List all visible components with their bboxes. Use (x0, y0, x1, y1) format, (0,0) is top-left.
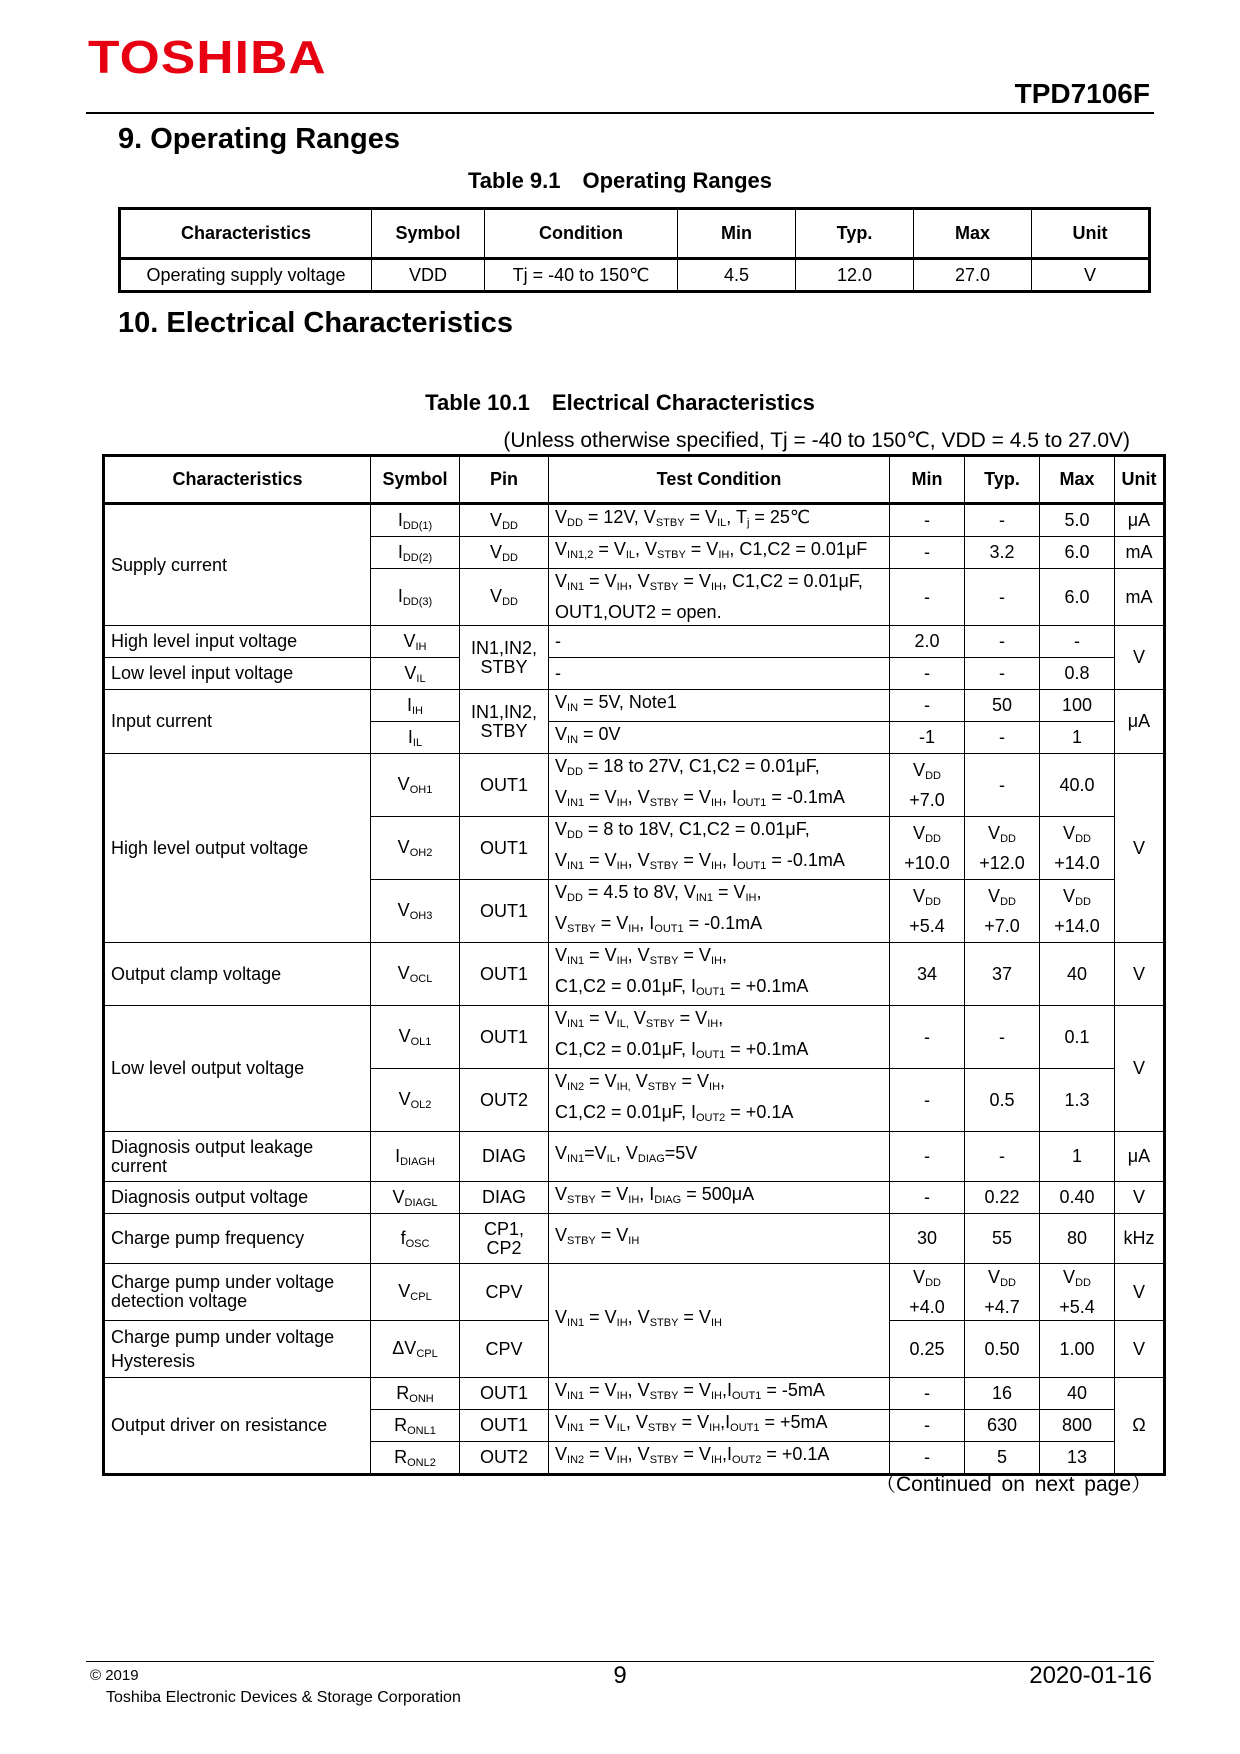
cell-symbol: $V_{IL}$ (371, 658, 460, 690)
col-symbol: Symbol (372, 209, 485, 259)
cell-min: - (890, 1182, 965, 1214)
cell-max: 1.3 (1040, 1069, 1115, 1132)
section-9-title: 9. Operating Ranges (118, 123, 401, 155)
col-characteristics: Characteristics (104, 456, 371, 504)
cell-symbol: $I_{DD(2)}$ (371, 537, 460, 569)
table-10-1-caption: Table 10.1 Electrical Characteristics (425, 390, 815, 415)
cell-symbol: $R_{ONH}$ (371, 1378, 460, 1410)
cell-typ: - (965, 569, 1040, 626)
cell-min: - (890, 658, 965, 690)
cell-min: 0.25 (890, 1321, 965, 1378)
cell-typ: 0.50 (965, 1321, 1040, 1378)
cell-test-condition: $V_{IN1} = V_{IL,}$ $V_{STBY} = V_{IH}$, C1,C2 = 0.01μF, $I_{OUT1} = +0.1mA$ (549, 1006, 890, 1069)
cell-test-condition: - (549, 658, 890, 690)
cell-max: 13 (1040, 1442, 1115, 1475)
col-unit: Unit (1115, 456, 1165, 504)
toshiba-logo: TOSHIBA (88, 31, 327, 83)
cell-typ: 50 (965, 690, 1040, 722)
cell-symbol: $I_{DD(1)}$ (371, 504, 460, 537)
cell-characteristic: Supply current (104, 504, 371, 626)
cell-unit: mA (1115, 537, 1165, 569)
cell-typ: 0.5 (965, 1069, 1040, 1132)
cell-symbol: $V_{OL1}$ (371, 1006, 460, 1069)
cell-min: - (890, 1442, 965, 1475)
table-row (104, 1214, 1165, 1264)
cell-max: - (1040, 626, 1115, 658)
cell-test-condition: $V_{IN1} = V_{IH}$, $V_{STBY} = V_{IH}$ (549, 1264, 890, 1378)
cell-typ: 0.22 (965, 1182, 1040, 1214)
cell-unit: V (1115, 754, 1165, 943)
table-row (104, 1006, 1165, 1069)
cell-max: 5.0 (1040, 504, 1115, 537)
cell-pin: DIAG (460, 1182, 549, 1214)
col-min: Min (678, 209, 796, 259)
cell-max: 40 (1040, 943, 1115, 1006)
cell-min: $V_{DD}$ +4.0 (890, 1264, 965, 1321)
table-row (104, 1264, 1165, 1321)
cell-typ: 5 (965, 1442, 1040, 1475)
cell-test-condition: $V_{IN2} = V_{IH}$, $V_{STBY} = V_{IH},I_{OUT2} = +0.1A$ (549, 1442, 890, 1475)
cell-max: 1 (1040, 722, 1115, 754)
table-row (104, 658, 1165, 690)
cell-characteristic: Diagnosis output voltage (104, 1182, 371, 1214)
cell-typ: 3.2 (965, 537, 1040, 569)
cell-unit: V (1115, 943, 1165, 1006)
cell-symbol: $I_{DIAGH}$ (371, 1132, 460, 1182)
cell-min: 4.5 (678, 259, 796, 292)
cell-symbol: $I_{IL}$ (371, 722, 460, 754)
cell-symbol: $R_{ONL2}$ (371, 1442, 460, 1475)
cell-pin: OUT1 (460, 817, 549, 880)
cell-max: 800 (1040, 1410, 1115, 1442)
table-row (104, 1182, 1165, 1214)
cell-pin: OUT2 (460, 1442, 549, 1475)
table-row (104, 754, 1165, 817)
test-condition-note: (Unless otherwise specified, Tj = -40 to 150℃, VDD = 4.5 to 27.0V) (503, 429, 1130, 452)
cell-test-condition: $V_{DD} = 18$ to 27V, C1,C2 = 0.01μF, $V_{IN1} = V_{IH}$, $V_{STBY} = V_{IH}$, $I_{OUT1} = -0.1mA$ (549, 754, 890, 817)
cell-unit: μA (1115, 690, 1165, 754)
cell-test-condition: $V_{STBY} = V_{IH}$ (549, 1214, 890, 1264)
document-id: TPD7106F (1014, 78, 1150, 109)
cell-unit: μA (1115, 1132, 1165, 1182)
col-symbol: Symbol (371, 456, 460, 504)
cell-max: 80 (1040, 1214, 1115, 1264)
cell-typ: 16 (965, 1378, 1040, 1410)
cell-symbol: $V_{OCL}$ (371, 943, 460, 1006)
cell-characteristic: Diagnosis output leakage current (104, 1132, 371, 1182)
cell-pin: IN1,IN2, STBY (460, 690, 549, 754)
cell-test-condition: $V_{IN} = 5V$, Note1 (549, 690, 890, 722)
table-row (104, 504, 1165, 537)
cell-pin: CP1, CP2 (460, 1214, 549, 1264)
cell-max: 0.1 (1040, 1006, 1115, 1069)
cell-typ: - (965, 1132, 1040, 1182)
cell-min: - (890, 537, 965, 569)
cell-symbol: $V_{IH}$ (371, 626, 460, 658)
document-date: 2020-01-16 (1029, 1662, 1152, 1689)
cell-min: 2.0 (890, 626, 965, 658)
electrical-characteristics-table (102, 454, 1166, 1476)
cell-test-condition: $V_{DD} = 8$ to 18V, C1,C2 = 0.01μF, $V_{IN1} = V_{IH}$, $V_{STBY} = V_{IH}$, $I_{OUT1} = -0.1mA$ (549, 817, 890, 880)
cell-pin: OUT1 (460, 880, 549, 943)
cell-min: - (890, 1378, 965, 1410)
section-10-title: 10. Electrical Characteristics (118, 307, 513, 339)
cell-characteristic: High level output voltage (104, 754, 371, 943)
cell-pin: CPV (460, 1321, 549, 1378)
table-row (104, 690, 1165, 722)
cell-min: $V_{DD}$ +5.4 (890, 880, 965, 943)
cell-max: 27.0 (914, 259, 1032, 292)
cell-typ: $V_{DD}$ +4.7 (965, 1264, 1040, 1321)
cell-unit: V (1032, 259, 1150, 292)
cell-symbol: $V_{DIAGL}$ (371, 1182, 460, 1214)
cell-unit: V (1115, 1264, 1165, 1321)
cell-pin: OUT1 (460, 943, 549, 1006)
table-header-row (120, 209, 1150, 259)
cell-unit: Ω (1115, 1378, 1165, 1475)
cell-condition: Tj = -40 to 150℃ (485, 259, 678, 292)
cell-unit: kHz (1115, 1214, 1165, 1264)
cell-symbol: $R_{ONL1}$ (371, 1410, 460, 1442)
cell-pin: $V_{DD}$ (460, 537, 549, 569)
cell-min: $V_{DD}$ +10.0 (890, 817, 965, 880)
cell-characteristic: Low level output voltage (104, 1006, 371, 1132)
cell-typ: - (965, 658, 1040, 690)
col-typ: Typ. (796, 209, 914, 259)
cell-typ: 630 (965, 1410, 1040, 1442)
cell-max: 40 (1040, 1378, 1115, 1410)
cell-min: 30 (890, 1214, 965, 1264)
cell-symbol: VDD (372, 259, 485, 292)
cell-symbol: $V_{OH1}$ (371, 754, 460, 817)
table-9-1-caption: Table 9.1 Operating Ranges (467, 168, 772, 193)
cell-pin: CPV (460, 1264, 549, 1321)
cell-typ: - (965, 722, 1040, 754)
cell-max: 100 (1040, 690, 1115, 722)
cell-test-condition: $V_{IN} = 0V$ (549, 722, 890, 754)
col-characteristics: Characteristics (120, 209, 372, 259)
cell-characteristic: High level input voltage (104, 626, 371, 658)
cell-unit: μA (1115, 504, 1165, 537)
cell-characteristic: Output driver on resistance (104, 1378, 371, 1475)
cell-min: - (890, 1410, 965, 1442)
col-max: Max (914, 209, 1032, 259)
continued-note: （Continued on next page） (874, 1473, 1152, 1496)
cell-typ: $V_{DD}$ +7.0 (965, 880, 1040, 943)
col-test-condition: Test Condition (549, 456, 890, 504)
cell-unit: V (1115, 1182, 1165, 1214)
cell-typ: - (965, 626, 1040, 658)
cell-min: $V_{DD}$ +7.0 (890, 754, 965, 817)
cell-typ: 37 (965, 943, 1040, 1006)
header-rule (86, 112, 1154, 114)
cell-pin: OUT1 (460, 1378, 549, 1410)
cell-unit: V (1115, 626, 1165, 690)
cell-min: 34 (890, 943, 965, 1006)
col-condition: Condition (485, 209, 678, 259)
page-number: 9 (613, 1662, 627, 1689)
cell-min: - (890, 504, 965, 537)
cell-max: 6.0 (1040, 569, 1115, 626)
cell-pin: OUT1 (460, 754, 549, 817)
cell-max: 1.00 (1040, 1321, 1115, 1378)
cell-test-condition: $V_{IN1} = V_{IL}$, $V_{STBY} = V_{IH},I_{OUT1} = +5mA$ (549, 1410, 890, 1442)
cell-min: - (890, 1132, 965, 1182)
cell-characteristic: Low level input voltage (104, 658, 371, 690)
cell-pin: IN1,IN2, STBY (460, 626, 549, 690)
cell-max: 0.8 (1040, 658, 1115, 690)
cell-characteristic: Charge pump under voltage detection voltage (104, 1264, 371, 1321)
cell-unit: V (1115, 1006, 1165, 1132)
cell-test-condition: $V_{DD} = 12V$, $V_{STBY} = V_{IL}$, $T_j$ = 25℃ (549, 504, 890, 537)
cell-symbol: $I_{DD(3)}$ (371, 569, 460, 626)
cell-min: - (890, 1006, 965, 1069)
cell-characteristic: Operating supply voltage (120, 259, 372, 292)
cell-typ: $V_{DD}$ +12.0 (965, 817, 1040, 880)
cell-test-condition: $V_{IN1}=V_{IL}$, $V_{DIAG}=5V$ (549, 1132, 890, 1182)
cell-min: - (890, 1069, 965, 1132)
company-name: Toshiba Electronic Devices & Storage Corporation (106, 1689, 461, 1706)
cell-typ: 12.0 (796, 259, 914, 292)
cell-max: 6.0 (1040, 537, 1115, 569)
col-pin: Pin (460, 456, 549, 504)
cell-unit: V (1115, 1321, 1165, 1378)
cell-symbol: $I_{IH}$ (371, 690, 460, 722)
table-header-row (104, 456, 1165, 504)
cell-symbol: $f_{OSC}$ (371, 1214, 460, 1264)
operating-ranges-table (118, 207, 1151, 293)
cell-pin: $V_{DD}$ (460, 504, 549, 537)
cell-min: -1 (890, 722, 965, 754)
cell-max: 0.40 (1040, 1182, 1115, 1214)
cell-max: $V_{DD}$ +14.0 (1040, 880, 1115, 943)
cell-test-condition: - (549, 626, 890, 658)
copyright: © 2019 (90, 1667, 139, 1684)
cell-test-condition: $V_{DD} = 4.5$ to 8V, $V_{IN1} = V_{IH}$, $V_{STBY} = V_{IH}$, $I_{OUT1} = -0.1mA$ (549, 880, 890, 943)
cell-pin: OUT2 (460, 1069, 549, 1132)
col-unit: Unit (1032, 209, 1150, 259)
col-max: Max (1040, 456, 1115, 504)
cell-pin: OUT1 (460, 1006, 549, 1069)
cell-characteristic: Input current (104, 690, 371, 754)
cell-symbol: $V_{OH3}$ (371, 880, 460, 943)
cell-max: 1 (1040, 1132, 1115, 1182)
cell-characteristic: Charge pump frequency (104, 1214, 371, 1264)
cell-max: 40.0 (1040, 754, 1115, 817)
cell-typ: 55 (965, 1214, 1040, 1264)
cell-symbol: $V_{OH2}$ (371, 817, 460, 880)
table-row (104, 626, 1165, 658)
cell-typ: - (965, 504, 1040, 537)
cell-symbol: $V_{OL2}$ (371, 1069, 460, 1132)
col-typ: Typ. (965, 456, 1040, 504)
cell-typ: - (965, 1006, 1040, 1069)
cell-typ: - (965, 754, 1040, 817)
cell-pin: DIAG (460, 1132, 549, 1182)
cell-characteristic: Output clamp voltage (104, 943, 371, 1006)
cell-test-condition: $V_{IN1,2} = V_{IL}$, $V_{STBY} = V_{IH}$, C1,C2 = 0.01μF (549, 537, 890, 569)
cell-min: - (890, 690, 965, 722)
cell-symbol: $V_{CPL}$ (371, 1264, 460, 1321)
cell-test-condition: $V_{STBY} = V_{IH}$, $I_{DIAG} = 500\mu A$ (549, 1182, 890, 1214)
cell-test-condition: $V_{IN1} = V_{IH}$, $V_{STBY} = V_{IH},I_{OUT1} = -5mA$ (549, 1378, 890, 1410)
table-row (104, 1132, 1165, 1182)
cell-max: $V_{DD}$ +5.4 (1040, 1264, 1115, 1321)
cell-test-condition: $V_{IN1} = V_{IH}$, $V_{STBY} = V_{IH}$, C1,C2 = 0.01μF, OUT1,OUT2 = open. (549, 569, 890, 626)
cell-min: - (890, 569, 965, 626)
cell-test-condition: $V_{IN1} = V_{IH}$, $V_{STBY} = V_{IH}$, C1,C2 = 0.01μF, $I_{OUT1} = +0.1mA$ (549, 943, 890, 1006)
cell-pin: $V_{DD}$ (460, 569, 549, 626)
table-row (120, 259, 1150, 292)
cell-characteristic: Charge pump under voltage Hysteresis (104, 1321, 371, 1378)
cell-unit: mA (1115, 569, 1165, 626)
table-row (104, 1378, 1165, 1410)
cell-test-condition: $V_{IN2} = V_{IH,}$ $V_{STBY} = V_{IH}$, C1,C2 = 0.01μF, $I_{OUT2} = +0.1A$ (549, 1069, 890, 1132)
cell-pin: OUT1 (460, 1410, 549, 1442)
table-row (104, 943, 1165, 1006)
cell-symbol: $\Delta V_{CPL}$ (371, 1321, 460, 1378)
cell-max: $V_{DD}$ +14.0 (1040, 817, 1115, 880)
col-min: Min (890, 456, 965, 504)
